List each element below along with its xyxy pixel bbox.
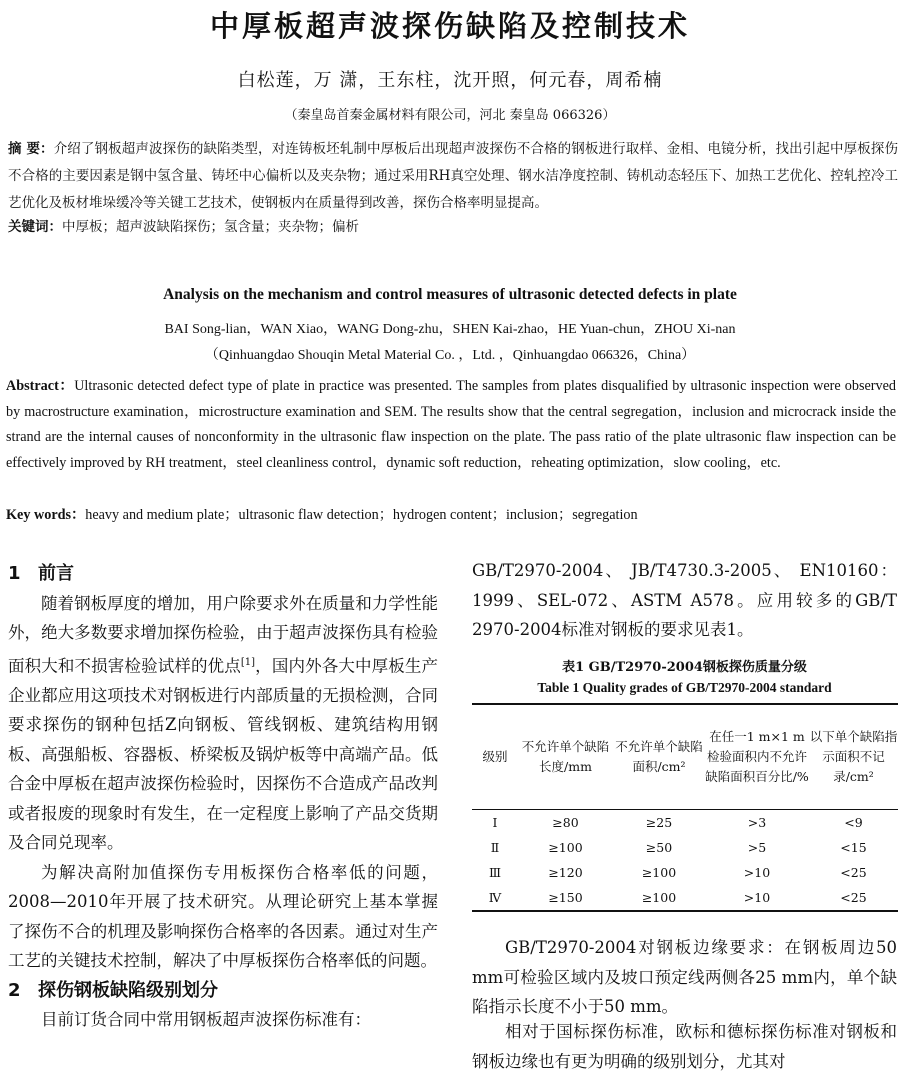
table-header-cell: 以下单个缺陷指示面积不记录/cm² — [809, 704, 898, 810]
table-row — [472, 810, 898, 836]
paragraph: GB/T2970-2004对钢板边缘要求：在钢板周边50 mm可检验区域内及坡口预定线两侧各25 mm内，单个缺陷指示长度不小于50 mm。 — [472, 938, 897, 1016]
table-cell: >3 — [747, 815, 767, 830]
table-cell: ≥50 — [645, 840, 673, 855]
table-header-cell: 不允许单个缺陷面积/cm² — [613, 704, 705, 810]
paragraph — [8, 589, 438, 858]
table-row — [472, 885, 898, 911]
section-title: 探伤钢板缺陷级别划分 — [38, 979, 218, 1001]
table-row — [472, 835, 898, 860]
table-cell: ≥80 — [552, 815, 579, 830]
citation: [1] — [240, 656, 256, 668]
keywords-en — [6, 503, 896, 529]
paragraph: 为解决高附加值探伤专用板探伤合格率低的问题，2008—2010年开展了技术研究。从理论研究上基本掌握了探伤不合的机理及影响探伤合格率的各因素。通过对生产工艺的关键技术控制，解决了中厚板探伤合格率低的问题。 — [8, 862, 438, 970]
section-number: 2 — [8, 979, 21, 1001]
table-cell: Ⅱ — [490, 840, 500, 855]
paragraph-text: 随着钢板厚度的增加，用户除要求外在质量和力学性能外，绝大多数要求增加探伤检验，由于超声波探伤具有检验面积大和不损害检验试样的优点 — [8, 593, 438, 675]
section-2-heading — [8, 976, 438, 1006]
english-title: Analysis on the mechanism and control measures of ultrasonic detected defects in plate — [163, 286, 737, 303]
table-cell: ≥100 — [641, 865, 677, 880]
paragraph: 相对于国标探伤标准，欧标和德标探伤标准对钢板和钢板边缘也有更为明确的级别划分，尤其对 — [472, 1022, 897, 1071]
abstract-cn-text: 介绍了钢板超声波探伤的缺陷类型，对连铸板坯轧制中厚板后出现超声波探伤不合格的钢板进行取样、金相、电镜分析，找出引起中厚板探伤不合格的主要因素是钢中氢含量、铸坯中心偏析以及夹杂物；通过采用RH真空处理、钢水洁净度控制、铸机动态轻压下、加热工艺优化、控轧控冷工艺优化及板材堆垛缓冷等关键工艺技术，使钢板内在质量得到改善，探伤合格率明显提高。 — [8, 141, 899, 211]
table-cell: <25 — [840, 865, 867, 880]
paper-title: 中厚板超声波探伤缺陷及控制技术 — [209, 9, 690, 43]
table-cell: ≥100 — [613, 885, 705, 911]
section-title: 前言 — [38, 563, 74, 584]
table-row — [472, 860, 898, 885]
table-cell: ≥120 — [548, 865, 583, 880]
table-header-cell: 在任一1 m×1 m检验面积内不允许缺陷面积百分比/% — [705, 704, 809, 810]
keywords-en-text: heavy and medium plate；ultrasonic flaw detection；hydrogen content；inclusion；segregation — [85, 507, 638, 523]
author-list: 白松莲，万 潇，王东柱，沈开照，何元春，周希楠 — [237, 70, 663, 91]
left-column — [8, 559, 438, 1035]
quality-grade-table — [472, 703, 898, 912]
table-caption-cn: 表1 GB/T2970-2004钢板探伤质量分级 — [562, 660, 807, 675]
abstract-en-label: Abstract： — [6, 378, 75, 394]
table-caption-en: Table 1 Quality grades of GB/T2970-2004 standard — [537, 680, 832, 695]
keywords-cn-label: 关键词： — [8, 219, 62, 235]
section-number: 1 — [8, 563, 21, 584]
table-cell: >10 — [743, 865, 771, 880]
table-cell: Ⅳ — [472, 885, 518, 911]
keywords-cn-text: 中厚板；超声波缺陷探伤；氢含量；夹杂物；偏析 — [62, 219, 359, 235]
right-column-top: GB/T2970-2004、 JB/T4730.3-2005、 EN10160：1999、SEL-072、ASTM A578。应用较多的GB/T 2970-2004标准对钢板的要求见表1。 — [472, 561, 897, 639]
table-cell: <15 — [840, 840, 867, 855]
abstract-cn — [8, 136, 898, 217]
table-cell: <9 — [844, 815, 863, 830]
table-header-cell: 不允许单个缺陷长度/mm — [518, 704, 613, 810]
table-cell: ≥100 — [548, 840, 583, 855]
table-cell: ≥25 — [645, 815, 673, 830]
keywords-en-label: Key words： — [6, 507, 86, 523]
keywords-cn — [8, 214, 898, 241]
paragraph: 目前订货合同中常用钢板超声波探伤标准有： — [41, 1010, 371, 1029]
table-cell: Ⅲ — [488, 865, 502, 880]
affiliation: （秦皇岛首秦金属材料有限公司，河北 秦皇岛 066326） — [284, 108, 616, 123]
abstract-en-text: Ultrasonic detected defect type of plate in practice was presented. The samples from plates disqualified by ultrasonic inspection were observed by macrostructure examination，microstructure examination and SEM. The results show that the central segregation，inclusion and microcrack inside the strand are the internal causes of nonconformity in the ultrasonic flaw inspection on the plate. The pass ratio of the plate ultrasonic flaw inspection can be effectively improved by RH treatment，steel cleanliness control，dynamic soft reduction，reheating optimization，slow cooling，etc. — [6, 378, 896, 471]
table-cell: Ⅰ — [492, 815, 498, 830]
english-authors: BAI Song-lian，WAN Xiao，WANG Dong-zhu，SHEN Kai-zhao，HE Yuan-chun，ZHOU Xi-nan — [164, 322, 736, 337]
table-header-row — [472, 704, 898, 810]
table-cell: ≥150 — [518, 885, 613, 911]
table-cell: >10 — [705, 885, 809, 911]
table-cell: >5 — [747, 840, 767, 855]
abstract-cn-label: 摘 要： — [8, 141, 54, 157]
table-cell: <25 — [809, 885, 898, 911]
section-1-heading — [8, 559, 438, 589]
abstract-en — [6, 374, 896, 476]
paragraph-text: ，国内外各大中厚板生产企业都应用这项技术对钢板进行内部质量的无损检测，合同要求探伤的钢种包括Z向钢板、管线钢板、建筑结构用钢板、高强船板、容器板、桥梁板及锅炉板等中高端产品。低合金中厚板在超声波探伤检验时，因探伤不合造成产品改判或者报废的现象时有发生，在一定程度上影响了产品交货期及合同兑现率。 — [8, 656, 439, 852]
table-header-cell: 级别 — [472, 704, 518, 810]
english-affiliation: （Qinhuangdao Shouqin Metal Material Co. ，Ltd. ，Qinhuangdao 066326，China） — [204, 348, 696, 363]
